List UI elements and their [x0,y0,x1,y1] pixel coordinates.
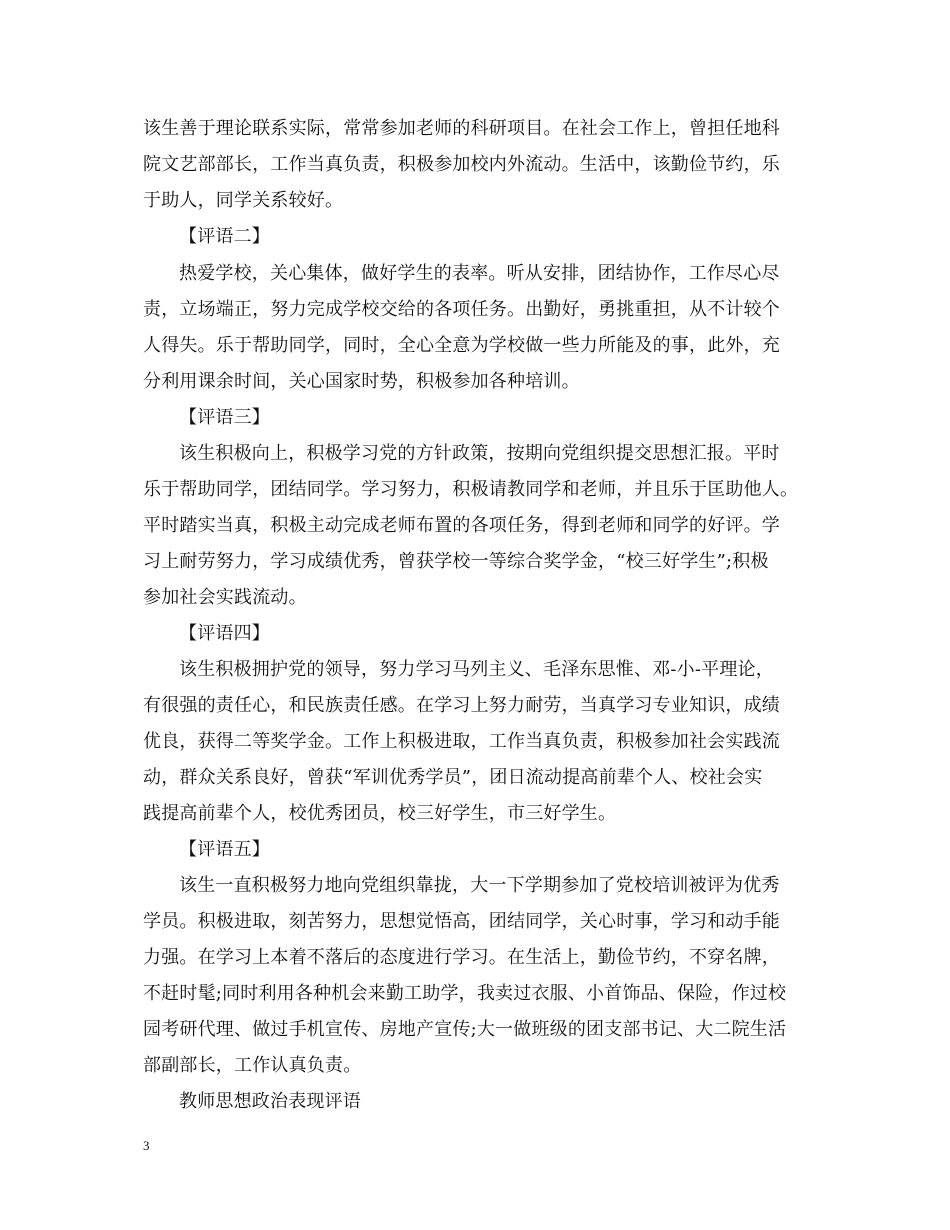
section-heading-2: 【评语二】 [179,226,270,247]
text-line: 参加社会实践流动。 [143,587,307,608]
text-line: 践提高前辈个人，校优秀团员，校三好学生，市三好学生。 [143,803,617,824]
text-line: 园考研代理、做过手机宣传、房地产宣传;大一做班级的团支部书记、大二院生活 [143,1019,787,1040]
section-heading-4: 【评语四】 [179,623,270,644]
text-line: 习上耐劳努力，学习成绩优秀，曾获学校一等综合奖学金，“校三好学生”;积极 [143,551,769,572]
text-line: 有很强的责任心，和民族责任感。在学习上努力耐劳，当真学习专业知识，成绩 [143,695,780,716]
page-number: 3 [143,1138,150,1153]
paragraph-first-line: 该生积极拥护党的领导，努力学习马列主义、毛泽东思惟、邓-小-平理论， [179,659,774,680]
section-heading-3: 【评语三】 [179,407,270,428]
text-line: 责，立场端正，努力完成学校交给的各项任务。出勤好，勇挑重担，从不计较个 [143,299,780,320]
text-line: 院文艺部部长，工作当真负责，积极参加校内外流动。生活中，该勤俭节约，乐 [143,154,780,175]
text-line: 乐于帮助同学，团结同学。学习努力，积极请教同学和老师，并且乐于匡助他人。 [143,479,799,500]
text-line: 平时踏实当真，积极主动完成老师布置的各项任务，得到老师和同学的好评。学 [143,515,780,536]
text-line: 该生善于理论联系实际，常常参加老师的科研项目。在社会工作上，曾担任地科 [143,118,780,139]
text-line: 人得失。乐于帮助同学，同时，全心全意为学校做一些力所能及的事，此外，充 [143,335,780,356]
text-line: 力强。在学习上本着不落后的态度进行学习。在生活上，勤俭节约，不穿名牌， [143,947,780,968]
text-line: 于助人，同学关系较好。 [143,190,344,211]
paragraph-first-line: 热爱学校，关心集体，做好学生的表率。听从安排，团结协作，工作尽心尽 [179,263,780,284]
section-title: 教师思想政治表现评语 [179,1091,361,1112]
text-line: 优良，获得二等奖学金。工作上积极进取，工作当真负责，积极参加社会实践流 [143,731,780,752]
paragraph-first-line: 该生一直积极努力地向党组织靠拢，大一下学期参加了党校培训被评为优秀 [179,875,780,896]
section-heading-5: 【评语五】 [179,839,270,860]
text-line: 分利用课余时间，关心国家时势，积极参加各种培训。 [143,371,580,392]
text-line: 动，群众关系良好，曾获“军训优秀学员”，团日流动提高前辈个人、校社会实 [143,767,763,788]
text-line: 不赶时髦;同时利用各种机会来勤工助学，我卖过衣服、小首饰品、保险，作过校 [143,983,787,1004]
paragraph-first-line: 该生积极向上，积极学习党的方针政策，按期向党组织提交思想汇报。平时 [179,443,780,464]
text-line: 学员。积极进取，刻苦努力，思想觉悟高，团结同学，关心时事，学习和动手能 [143,911,780,932]
text-line: 部副部长，工作认真负责。 [143,1055,362,1076]
